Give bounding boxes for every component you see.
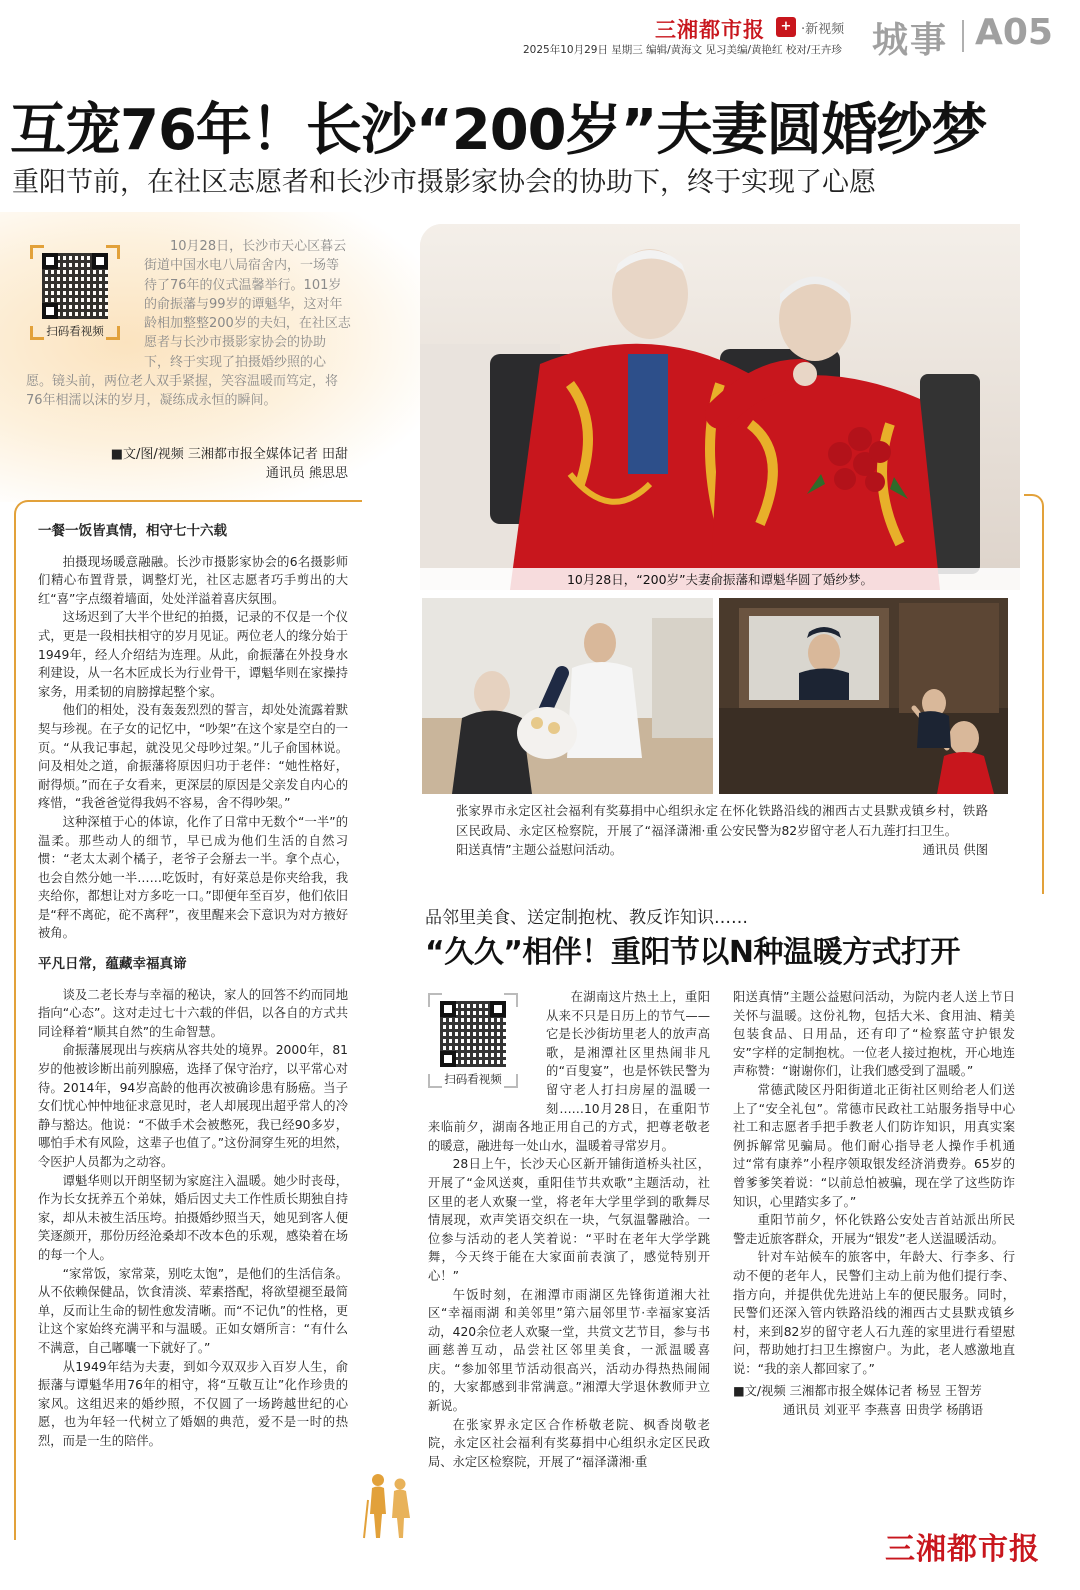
police-photo-caption [720, 802, 988, 861]
qr-finder-icon [42, 253, 58, 269]
story2-paragraph: 针对车站候车的旅客中，年龄大、行李多、行动不便的老年人，民警们主动上前为他们提行李、指方向，并提供优先进站上车的便民服务。同时，民警们还深入管内铁路沿线的湘西古丈县默戎镇乡村，来到82岁的留守老人石九莲的家里进行看望慰问，帮助她打扫卫生擦窗户。为此，老人感激地直说：“我的亲人都回家了。” [733, 1250, 1015, 1376]
story1-paragraph: 他们的相处，没有轰轰烈烈的誓言，却处处流露着默契与珍视。在子女的记忆中，“吵架”在这个家是空白的一页。“从我记事起，就没见父母吵过架。”儿子俞国林说。问及相处之道，俞振藩将原因归功于老伴：“她性格好，耐得烦。”而在子女看来，更深层的原因是父亲发自内心的疼惜，“我爸爸觉得我妈不容易，舍不得吵架。” [38, 703, 348, 811]
intro-byline [111, 445, 348, 483]
byline-correspondent: 通讯员 熊思思 [265, 466, 348, 481]
qr-finder-icon [440, 1001, 456, 1017]
story2-headline: “久久”相伴！重阳节以N种温暖方式打开 [425, 935, 961, 970]
qr-finder-icon [42, 303, 58, 319]
video-brand-label: ·新视频 [801, 22, 845, 37]
story2-paragraph: 阳送真情”主题公益慰问活动，为院内老人送上节日关怀与温暖。这份礼物，包括大米、食用油、精美包装食品、日用品，还有印了“检察蓝守护银发安”字样的定制抱枕。一位老人接过抱枕，开心地连声称赞：“谢谢你们，让我们感受到了温暖。” [733, 990, 1015, 1079]
story2-paragraph: 重阳节前夕，怀化铁路公安处吉首站派出所民警走近旅客群众，开展为“银发”老人送温暖活动。 [733, 1213, 1015, 1246]
story2-column-2 [733, 988, 1015, 1420]
main-headline: 互宠76年！长沙“200岁”夫妻圆婚纱梦 [10, 98, 987, 163]
police-visit-photo [719, 598, 1008, 794]
story2-byline [733, 1382, 1015, 1419]
charity-photo-caption: 张家界市永定区社会福利有奖募捐中心组织永定区民政局、永定区检察院，开展了“福泽潇湘·重阳送真情”主题公益慰问活动。 [456, 804, 718, 857]
police-caption-text: 在怀化铁路沿线的湘西古丈县默戎镇乡村，铁路公安民警为82岁留守老人石九莲打扫卫生。 [720, 804, 988, 838]
qr-frame-corner [504, 993, 518, 1007]
video-qr-code[interactable] [428, 993, 518, 1088]
page-number: A05 [975, 12, 1053, 53]
story1-paragraph: 从1949年结为夫妻，到如今双双步入百岁人生，俞振藩与谭魁华用76年的相守，将“互敬互让”化作珍贵的家风。这组迟来的婚纱照，不仅圆了一场跨越世纪的心愿，也为年轻一代树立了婚姻的典范，爱不是一时的热烈，而是一生的陪伴。 [38, 1359, 348, 1448]
main-photo-caption: 10月28日，“200岁”夫妻俞振藩和谭魁华圆了婚纱梦。 [420, 568, 1020, 590]
story1-paragraph: 这场迟到了大半个世纪的拍摄，记录的不仅是一个仪式，更是一段相扶相守的岁月见证。两位老人的缘分始于1949年，经人介绍结为连理。从此，俞振藩在外投身水利建设，从一名木匠成长为行业骨干，谭魁华则在家操持家务，用柔韧的肩膀撑起整个家。 [38, 610, 348, 699]
wedding-photo [420, 224, 1020, 590]
story2-paragraph: 28日上午，长沙天心区新开铺街道桥头社区，开展了“金风送爽，重阳佳节共欢歌”主题活动，社区里的老人欢聚一堂，将老年大学里学到的歌舞尽情展现，欢声笑语交织在一块，气氛温馨融洽。一位参与活动的老人笑着说：“平时在老年大学学跳舞，今天终于能在大家面前表演了，感觉特别开心！” [428, 1157, 710, 1283]
elderly-couple-silhouette-icon [360, 1470, 420, 1540]
byline-reporter: ■文/图/视频 三湘都市报全媒体记者 田甜 [110, 447, 348, 462]
story1-paragraph: 俞振藩展现出与疾病从容共处的境界。2000年，81岁的他被诊断出前列腺癌，选择了保守治疗，以平常心对待。2014年，94岁高龄的他再次被确诊患有肠癌。当子女们忧心忡忡地征求意见时，老人却展现出超乎常人的冷静与豁达。他说：“不做手术会被憋死，我已经90多岁，哪怕手术有风险，这辈子也值了。”这份洞穿生死的坦然，令医护人员都为之动容。 [38, 1043, 348, 1169]
story1-paragraph: 拍摄现场暖意融融。长沙市摄影家协会的6名摄影师们精心布置背景，调整灯光，社区志愿者巧手剪出的大红“喜”字点缀着墙面，处处洋溢着喜庆氛围。 [38, 554, 348, 606]
section1-title: 一餐一饭皆真情，相守七十六载 [38, 523, 227, 539]
story1-paragraph: “家常饭，家常菜，别吃太饱”，是他们的生活信条。从不依赖保健品，饮食清淡、荤素搭配，将欲望褪至最简单，反而让生命的韧性愈发清晰。而“不记仇”的性格，更让这个家始终充满平和与温暖。正如女婿所言：“有什么不满意，自己嘟囔一下就好了。” [38, 1266, 348, 1355]
charity-visit-photo [422, 598, 713, 794]
section-name: 城事 [872, 20, 949, 61]
byline-reporters: ■文/视频 三湘都市报全媒体记者 杨昱 王智芳 [733, 1384, 982, 1399]
main-subhead: 重阳节前，在社区志愿者和长沙市摄影家协会的协助下，终于实现了心愿 [12, 167, 876, 198]
story1-paragraph: 谈及二老长寿与幸福的秘诀，家人的回答不约而同地指向“心态”。这对走过七十六载的伴侣，以各自的方式共同诠释着“顺其自然”的生命智慧。 [38, 987, 348, 1039]
qr-finder-icon [490, 1001, 506, 1017]
story2-kicker: 品邻里美食、送定制抱枕、教反诈知识…… [425, 908, 748, 928]
story1-body [38, 522, 348, 1451]
qr-finder-icon [92, 253, 108, 269]
section-divider [962, 20, 964, 52]
photo-credit: 通讯员 供图 [922, 843, 988, 857]
qr-finder-icon [440, 1051, 456, 1067]
newspaper-logo: 三湘都市报 [655, 18, 765, 42]
qr-label: 扫码看视频 [444, 1072, 502, 1086]
story-frame-right [1024, 494, 1044, 894]
section2-title: 平凡日常，蕴藏幸福真谛 [38, 956, 187, 973]
video-qr-code[interactable] [30, 245, 120, 340]
intro-paragraph: 10月28日，长沙市天心区暮云街道中国水电八局宿舍内，一场等待了76年的仪式温馨举行。101岁的俞振藩与99岁的谭魁华，这对年龄相加整整200岁的夫妇，在社区志愿者与长沙市摄影家协会的协助下，终于实现了拍摄婚纱照的心愿。镜头前，两位老人双手紧握，笑容温暖而笃定，将76年相濡以沫的岁月，凝练成永恒的瞬间。 [26, 239, 351, 409]
video-badge-icon: + [776, 17, 796, 37]
dateline: 2025年10月29日 星期三 编辑/黄海文 见习美编/黄艳红 校对/王卉珍 [523, 44, 842, 56]
story2-paragraph: 常德武陵区丹阳街道北正街社区则给老人们送上了“安全礼包”。常德市民政社工站服务指导中心社工和志愿者手把手教老人们防诈知识，用真实案例拆解常见骗局。他们耐心指导老人操作手机通过“常有康养”小程序领取银发经济消费券。65岁的曾爹爹笑着说：“以前总怕被骗，现在学了这些防诈知识，心里踏实多了。” [733, 1082, 1015, 1209]
story2-paragraph: 在张家界永定区合作桥敬老院、枫香岗敬老院，永定区社会福利有奖募捐中心组织永定区民政局、永定区检察院，开展了“福泽潇湘·重 [428, 1417, 710, 1469]
story1-paragraph: 这种深植于心的体谅，化作了日常中无数个“一半”的温柔。那些动人的细节，早已成为他们生活的自然习惯：“老太太剥个橘子，老爷子会掰去一半。拿个点心，也会自然分她一半……吃饭时，有好菜总是你夹给我，我夹给你，都想让对方多吃一口。”即便年至百岁，他们依旧是“秤不离砣，砣不离秤”，夜里醒来会下意识为对方掖好被角。 [38, 814, 348, 941]
byline-correspondents: 通讯员 刘亚平 李燕喜 田贵学 杨鹃语 [783, 1403, 984, 1418]
footer-newspaper-logo: 三湘都市报 [885, 1532, 1040, 1567]
story2-paragraph: 在湖南这片热土上，重阳从来不只是日历上的节气——它是长沙街坊里老人的放声高歌，是湘潭社区里热闹非凡的“百叟宴”，也是怀铁民警为留守老人打扫房屋的温暖一刻……10月28日，在重阳节来临前夕，湖南各地正用自己的方式，把尊老敬老的暖意，融进每一处山水，温暖着寻常岁月。 [428, 990, 710, 1153]
story2-paragraph: 午饭时刻，在湘潭市雨湖区先锋街道湘大社区“幸福雨湖 和美邻里”第六届邻里节·幸福家宴活动，420余位老人欢聚一堂，共赏文艺节目，参与书画慈善互动，品尝社区邻里美食，一派温暖喜庆。“参加邻里节活动很高兴，活动办得热热闹闹的，大家都感到非常满意。”湘潭大学退休教师尹立新说。 [428, 1287, 710, 1414]
story1-paragraph: 谭魁华则以开朗坚韧为家庭注入温暖。她少时丧母，作为长女抚养五个弟妹，婚后因丈夫工作性质长期独自持家，却从未被生活压垮。拍摄婚纱照当天，她见到客人便笑逐颜开，那份历经沧桑却不改本色的乐观，感染着在场的每一个人。 [38, 1173, 348, 1262]
qr-frame-corner [106, 245, 120, 259]
qr-label: 扫码看视频 [46, 324, 104, 338]
